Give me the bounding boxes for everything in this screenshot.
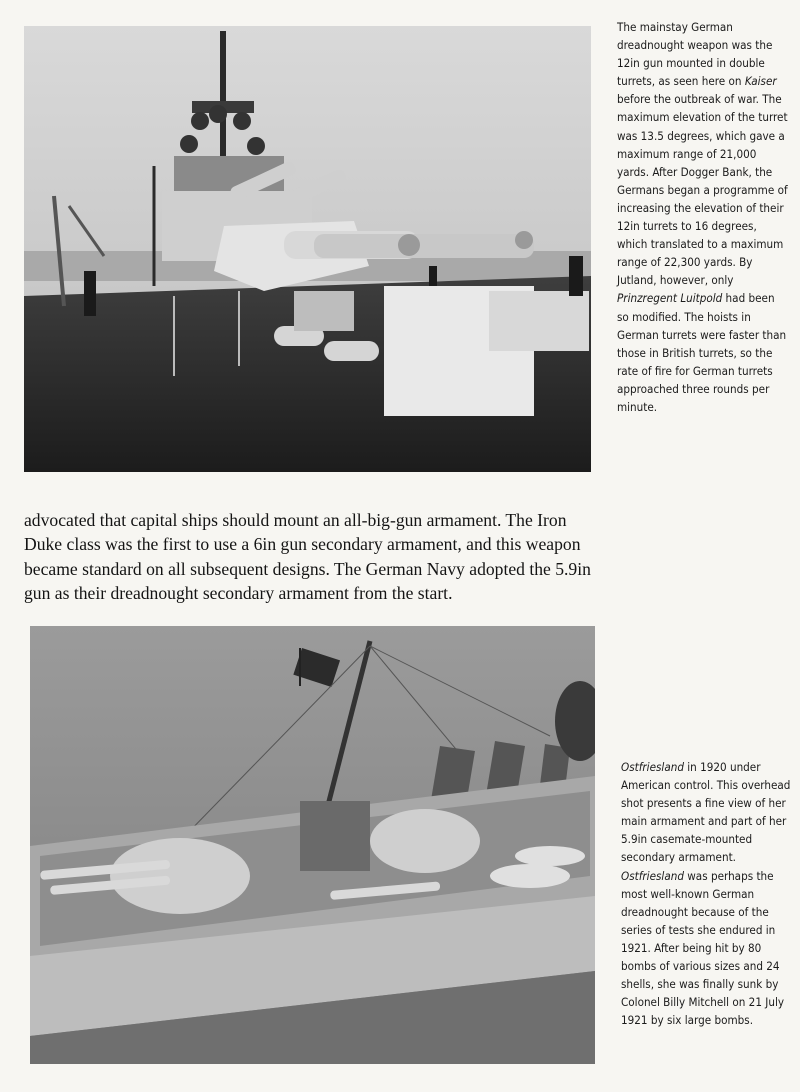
kaiser-turret-photo [24,26,591,472]
ship-name: Ostfriesland [621,868,684,883]
kaiser-photo-illustration [24,26,591,472]
body-paragraph: advocated that capital ships should mount an all-big-gun armament. The Iron Duke class was the first to use a 6in gun secondary armament, and this weapon became standard on all subsequent designs. The German Navy adopted the 5.9in gun as their dreadnought secondary armament from the start. [24,510,591,604]
caption-text: The mainstay German dreadnought weapon was the 12in gun mounted in double turrets, as seen here on [617,20,773,89]
ship-name: Ostfriesland [621,760,684,774]
ostfriesland-photo [30,626,595,1064]
ostfriesland-photo-illustration [30,626,595,1064]
ship-name: Kaiser [744,74,777,89]
caption-text: in 1920 under American control. This overhead shot presents a fine view of her main armament and part of her 5.9in casemate-mounted secondary armament. [621,760,791,865]
ship-name: Prinzregent Luitpold [617,291,723,306]
caption-text: had been so modified. The hoists in German turrets were faster than those in British turrets, so the rate of fire for German turrets approached three rounds per minute. [617,291,787,414]
caption-text: was perhaps the most well-known German dreadnought because of the series of tests she endured in 1921. After being hit by 80 bombs of various sizes and 24 shells, she was finally sunk by Colonel Billy Mitchell on 21 July 1921 by six large bombs. [621,868,785,1028]
caption-text: before the outbreak of war. The maximum elevation of the turret was 13.5 degrees, which gave a maximum range of 21,000 yards. After Dogger Bank, the Germans began a programme of increasing the elevation of their 12in turrets to 16 degrees, which translated to a maximum range of 22,300 yards. By Jutland, however, only [617,92,788,288]
ostfriesland-photo-caption [621,758,791,1029]
kaiser-photo-caption [617,18,789,416]
